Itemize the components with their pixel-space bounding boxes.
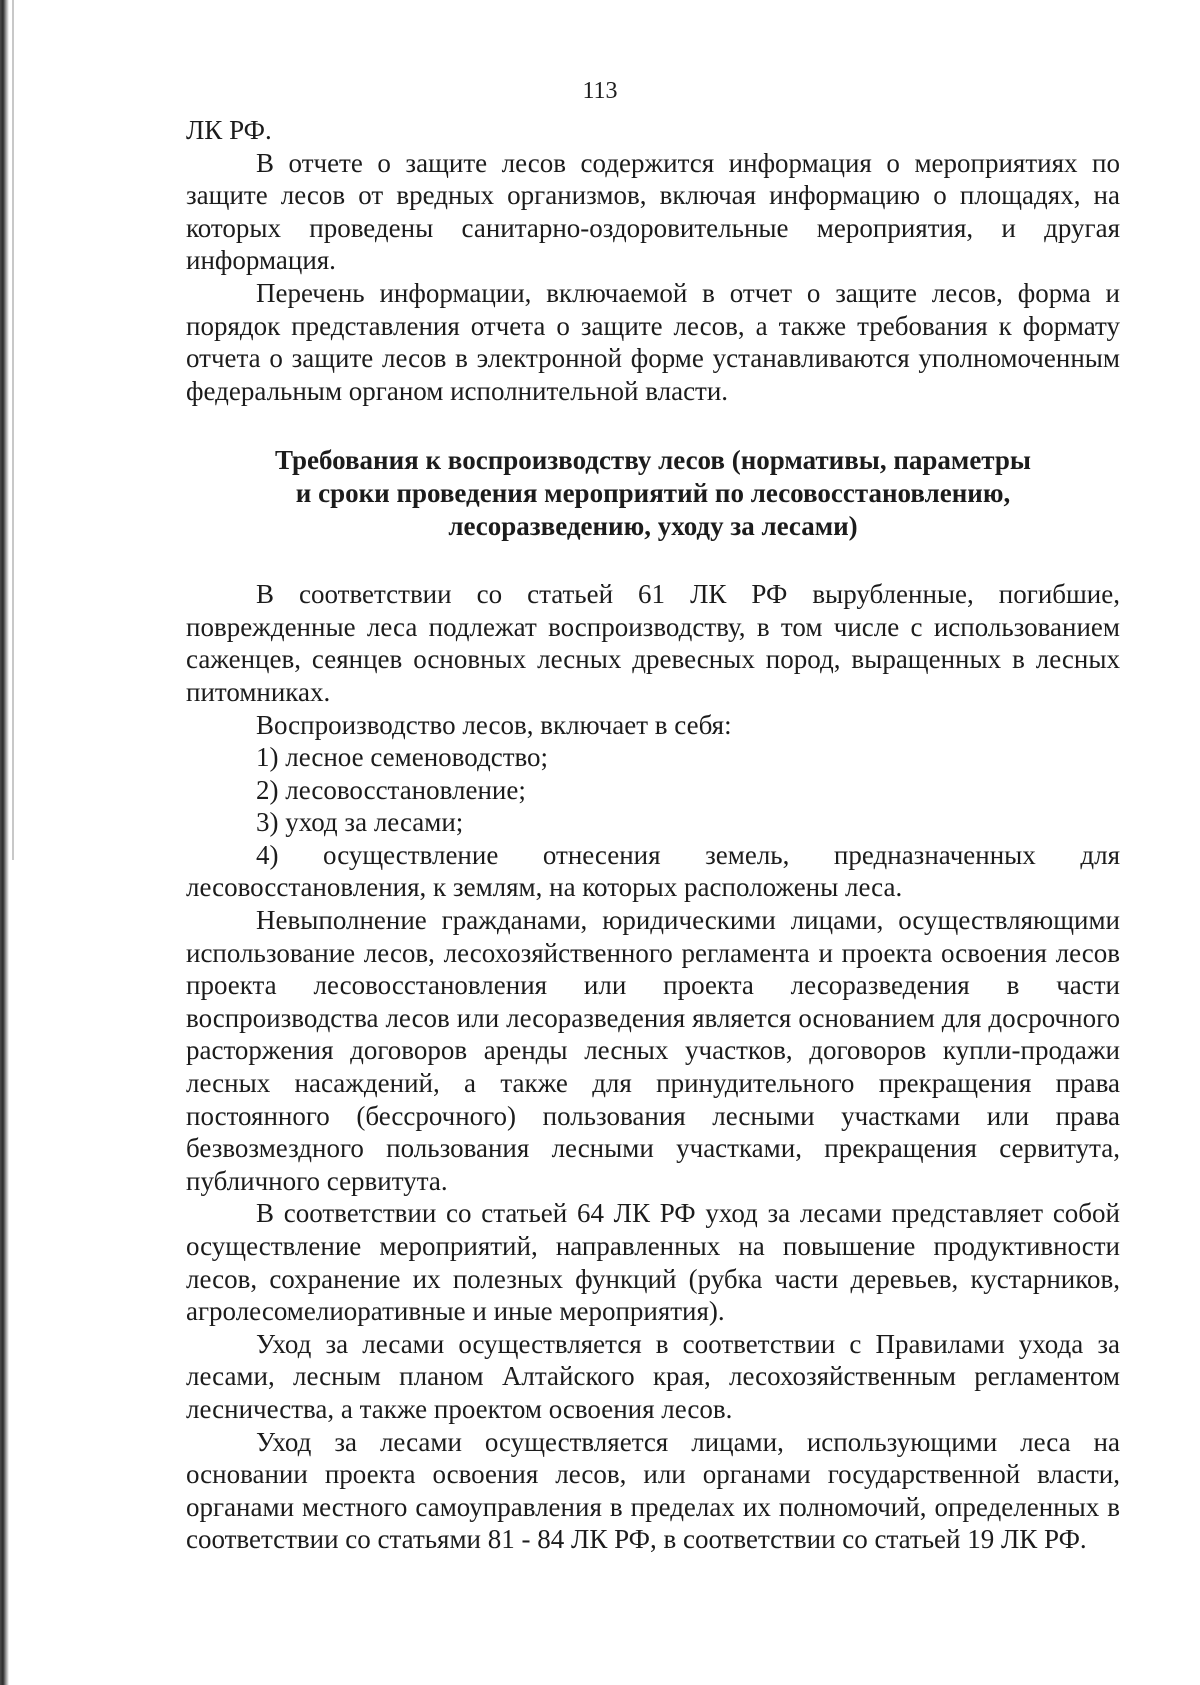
- section-heading: [186, 444, 1120, 542]
- paragraph-reproduction-includes: Воспроизводство лесов, включает в себя:: [256, 709, 732, 740]
- paragraph-non-compliance: Невыполнение гражданами, юридическими лицами, осуществляющими использование лесов, лесохозяйственного регламента и проекта освоения лесов проекта лесовосстановления или проекта лесоразведения в части воспроизводства лесов или лесоразведения является основанием для досрочного расторжения договоров аренды лесных участков, договоров купли-продажи лесных насаждений, а также для принудительного прекращения права постоянного (бессрочного) пользования лесными участками или права безвозмездного пользования лесными участками, прекращения сервитута, публичного сервитута.: [186, 905, 1120, 1196]
- paragraph-report-requirements: Перечень информации, включаемой в отчет о защите лесов, форма и порядок представления отчета о защите лесов, а также требования к формату отчета о защите лесов в электронной форме устанавливаются уполномоченным федеральным органом исполнительной власти.: [186, 277, 1120, 406]
- scan-edge-line: [12, 0, 14, 860]
- list-item-3: 3) уход за лесами;: [256, 807, 464, 838]
- page-number: 113: [582, 78, 618, 104]
- paragraph-care-performers: Уход за лесами осуществляется лицами, использующими леса на основании проекта освоения лесов, или органами государственной власти, органами местного самоуправления в пределах их полномочий, определенных в соответствии со статьями 81 - 84 ЛК РФ, в соответствии со статьей 19 ЛК РФ.: [186, 1426, 1120, 1555]
- section-heading-line-3: лесоразведению, уходу за лесами): [448, 510, 858, 541]
- paragraph-article-64: В соответствии со статьей 64 ЛК РФ уход за лесами представляет собой осуществление мероприятий, направленных на повышение продуктивности лесов, сохранение их полезных функций (рубка части деревьев, кустарников, агролесомелиоративные и иные мероприятия).: [186, 1198, 1120, 1327]
- paragraph-forest-protection-report: В отчете о защите лесов содержится информация о мероприятиях по защите лесов от вредных организмов, включая информацию о площадях, на которых проведены санитарно-оздоровительные мероприятия, и другая информация.: [186, 147, 1120, 276]
- section-heading-line-1: Требования к воспроизводству лесов (нормативы, параметры: [275, 445, 1031, 476]
- list-item-4: 4) осуществление отнесения земель, предназначенных для лесовосстановления, к землям, на которых расположены леса.: [186, 839, 1120, 903]
- section-heading-line-2: и сроки проведения мероприятий по лесовосстановлению,: [295, 477, 1011, 508]
- paragraph-care-rules: Уход за лесами осуществляется в соответствии с Правилами ухода за лесами, лесным планом Алтайского края, лесохозяйственным регламентом лесничества, а также проектом освоения лесов.: [186, 1328, 1120, 1424]
- paragraph-article-61: В соответствии со статьей 61 ЛК РФ вырубленные, погибшие, поврежденные леса подлежат воспроизводству, в том числе с использованием саженцев, сеянцев основных лесных древесных пород, выращенных в лесных питомниках.: [186, 579, 1120, 707]
- list-item-2: 2) лесовосстановление;: [256, 774, 526, 805]
- scan-edge-shadow: [0, 0, 9, 1685]
- paragraph-continuation: ЛК РФ.: [186, 115, 272, 145]
- document-body: [186, 114, 1120, 1556]
- list-item-1: 1) лесное семеноводство;: [256, 742, 549, 773]
